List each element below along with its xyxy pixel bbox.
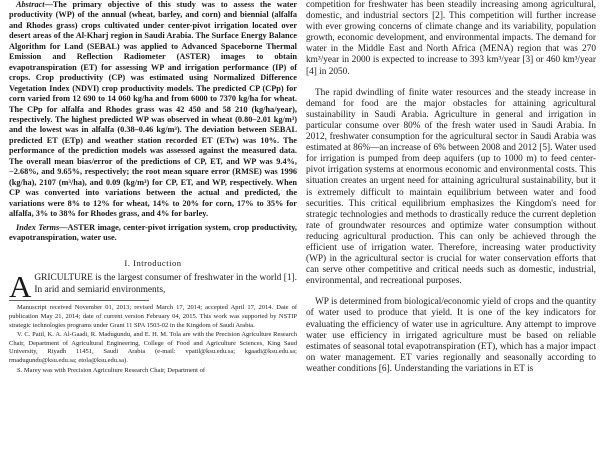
left-column [9, 0, 297, 375]
right-column [306, 0, 596, 375]
index-terms [9, 223, 297, 244]
abstract-text: —The primary objective of this study was to assess the water productivity (WP) of the annual (wheat, barley, and corn) and biennial (alfalfa and Rhodes grass) crops cultivated under center-pivot irrigation located over desert areas of the Al-Kharj region in Saudi Arabia. The Surface Energy Balance Algorithm for Land (SEBAL) was applied to Advanced Spaceborne Thermal Emission and Reflection Radiometer (ASTER) images to obtain evapotranspiration (ET) for assessing WP and irrigation performance (IP) of crops. Crop productivity (CP) was estimated using Normalized Difference Vegetation Index (NDVI) crop productivity models. The predicted CP (CPp) for corn varied from 12 690 to 14 060 kg/ha and from 6000 to 7370 kg/ha for wheat. The CPp for alfalfa and Rhodes grass was 42 450 and 58 210 (kg/ha/year), respectively. The highest predicted WP was observed in wheat (0.80–2.01 kg/m³) and the lowest was in alfalfa (0.38–0.46 kg/m³). The deviation between SEBAL predicted ET (ETp) and weather station recorded ET (ETw) was 10%. The performance of the prediction models was assessed against the measured data. The overall mean bias/error of the predictions of CP, ET, and WP was 9.4%, −2.68%, and 9.65%, respectively; the root mean square error (RMSE) was 1996 (kg/ha), 2107 (m³/ha), and 0.09 (kg/m³) for CP, ET, and WP, respectively. When CP was converted into variations between the actual and predicted, the variations were 8% to 12% for wheat, 14% to 20% for corn, 17% to 35% for alfalfa, 3% to 38% for Rhodes grass, and 4% for barley. [9, 0, 297, 219]
intro-dropcap: A [9, 269, 32, 305]
body-paragraph-3: WP is determined from biological/economic yield of crops and the quantity of water used to produce that yield. It is one of the key indicators for evaluating the efficiency of water use in agriculture. Any attempt to improve water use efficiency in irrigated agriculture must be based on reliable estimates of seasonal total evapotranspiration (ET), which has a major impact on water management. ET varies regionally and seasonally according to weather conditions [6]. Understanding the variations in ET is [306, 297, 596, 374]
intro-text: GRICULTURE is the largest consumer of freshwater in the world [1]. In arid and semiarid environments, [34, 273, 297, 295]
abstract [9, 0, 297, 220]
body-paragraph-1: competition for freshwater has been steadily increasing among agricultural, domestic, and industrial sectors [2]. This competition will further increase with ever growing concerns of climate change and its variability, population growth, economic development, and environmental impacts. The demand for water in the Middle East and North Africa (MENA) region that was 270 km³/year in 2000 is expected to increase to 393 km³/year [3] or 460 km³/year [4] in 2050. [306, 0, 596, 77]
section-heading: I. Introduction [124, 258, 182, 269]
footnote-affiliation: S. Marey was with Precision Agriculture Research Chair, Department of [17, 366, 206, 374]
body-paragraph-2: The rapid dwindling of finite water resources and the steady increase in demand for food are the major obstacles for attaining agricultural sustainability in Saudi Arabia. Agriculture in general and irrigation in particular consume over 80% of the fresh water used in Saudi Arabia. In 2012, freshwater consumption for the agricultural sector in Saudi Arabia was estimated at 86%—an increase of 6% between 2008 and 2012 [5]. Water used for irrigation is pumped from deep aquifers (up to 1000 m) to feed center-pivot irrigation systems at enormous economic and environmental costs. This situation creates an urgent need for attaining agricultural sustainability, but it is extremely difficult to maintain equilibrium between water and food securities. This critical equilibrium emphasizes the Kingdom's need for strategic technologies and methods to drastically reduce the current depletion rate of groundwater resources and optimize water consumption without reducing agricultural production. This can only be achieved through the efficient use of irrigation water. Therefore, increasing water productivity (WP) in the agricultural sector is crucial for water conservation efforts that can serve other competitive and critical needs such as domestic, industrial, environmental, and recreational purposes. [306, 87, 596, 287]
footnote-authors: V. C. Patil, K. A. Al-Gaadi, R. Madugundu, and E. H. M. Tola are with the Precision Agriculture Research Chair, Department of Agricultural Engineering, College of Food and Agriculture Sciences, King Saud University, Riyadh 11451, Saudi Arabia (e-mail: vpatil@ksu.edu.sa; kgaadi@ksu.edu.sa; rmadugundu@ksu.edu.sa; etola@ksu.edu.sa). [9, 331, 297, 364]
footnote-manuscript: Manuscript received November 01, 2013; revised March 17, 2014; accepted April 17, 2014. Date of publication May 21, 2014; date of current version February 04, 2015. This work was supported by NSTIP strategic technologies programs under Grant 11 SPA 1503-02 in the Kingdom of Saudi Arabia. [9, 304, 297, 329]
index-terms-text: —ASTER image, center-pivot irrigation system, crop productivity, evapotranspiration, water use. [9, 222, 297, 242]
intro-paragraph [9, 269, 297, 305]
index-terms-label: Index Terms [16, 222, 60, 232]
abstract-label: Abstract [16, 0, 45, 9]
